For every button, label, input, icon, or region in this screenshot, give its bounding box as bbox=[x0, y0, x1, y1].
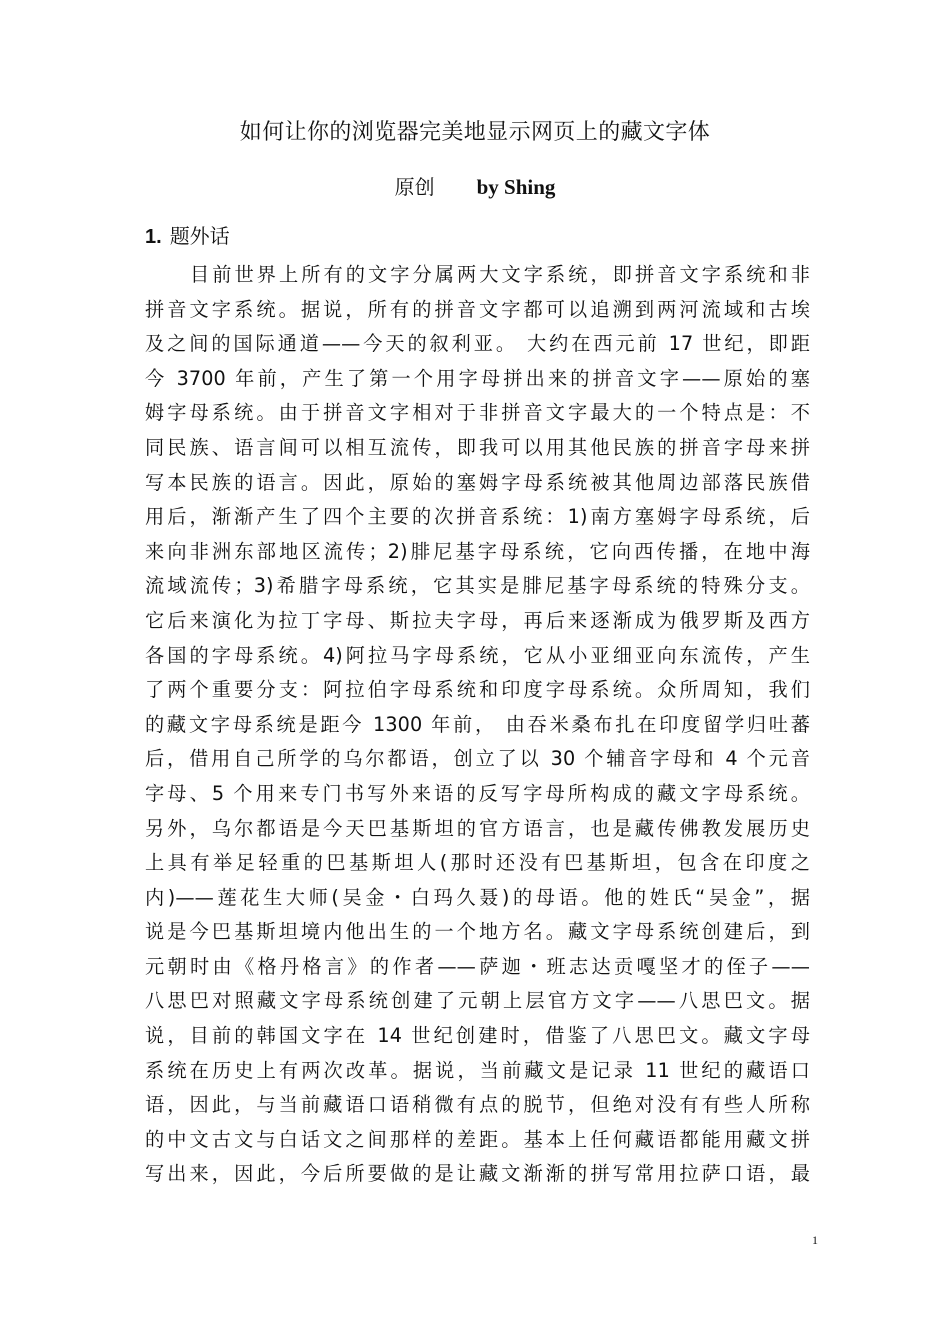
paragraph-line: 写本民族的语言。因此，原始的塞姆字母系统被其他周边部落民族借 bbox=[145, 470, 810, 494]
paragraph-line: 目前世界上所有的文字分属两大文字系统，即拼音文字系统和非 bbox=[190, 263, 810, 286]
paragraph-line: 八思巴对照藏文字母系统创建了元朝上层官方文字——八思巴文。据 bbox=[145, 989, 810, 1013]
paragraph-line: 今 3700 年前，产生了第一个用字母拼出来的拼音文字——原始的塞 bbox=[145, 366, 810, 390]
paragraph-line: 同民族、语言间可以相互流传，即我可以用其他民族的拼音字母来拼 bbox=[145, 435, 810, 459]
paragraph-line: 说，目前的韩国文字在 14 世纪创建时，借鉴了八思巴文。藏文字母 bbox=[145, 1024, 810, 1048]
section-title: 题外话 bbox=[169, 224, 230, 248]
body-paragraph bbox=[145, 258, 810, 1192]
page-number: 1 bbox=[812, 1233, 818, 1247]
byline-author: by Shing bbox=[476, 175, 556, 199]
paragraph-line: 元朝时由《格丹格言》的作者——萨迦・班志达贡嘎坚才的侄子—— bbox=[145, 954, 810, 978]
byline-label: 原创 bbox=[394, 175, 435, 199]
paragraph-line: 它后来演化为拉丁字母、斯拉夫字母，再后来逐渐成为俄罗斯及西方 bbox=[145, 608, 810, 632]
paragraph-line: 字母、5 个用来专门书写外来语的反写字母所构成的藏文字母系统。 bbox=[145, 781, 810, 805]
paragraph-line: 后，借用自己所学的乌尔都语，创立了以 30 个辅音字母和 4 个元音 bbox=[145, 747, 810, 771]
paragraph-line: 各国的字母系统。4)阿拉马字母系统，它从小亚细亚向东流传，产生 bbox=[145, 643, 810, 667]
paragraph-line: 来向非洲东部地区流传；2)腓尼基字母系统，它向西传播，在地中海 bbox=[145, 539, 810, 563]
document-title: 如何让你的浏览器完美地显示网页上的藏文字体 bbox=[239, 120, 711, 145]
paragraph-line: 系统在历史上有两次改革。据说，当前藏文是记录 11 世纪的藏语口 bbox=[145, 1058, 810, 1082]
section-number: 1. bbox=[145, 226, 162, 248]
paragraph-line: 内)——莲花生大师(吴金・白玛久聂)的母语。他的姓氏“吴金”，据 bbox=[145, 885, 810, 909]
section-heading bbox=[145, 219, 230, 254]
paragraph-line: 用后，渐渐产生了四个主要的次拼音系统：1)南方塞姆字母系统，后 bbox=[145, 505, 810, 529]
paragraph-line: 说是今巴基斯坦境内他出生的一个地方名。藏文字母系统创建后，到 bbox=[145, 920, 810, 944]
paragraph-line: 上具有举足轻重的巴基斯坦人(那时还没有巴基斯坦，包含在印度之 bbox=[145, 851, 810, 875]
paragraph-line: 的中文古文与白话文之间那样的差距。基本上任何藏语都能用藏文拼 bbox=[145, 1127, 810, 1151]
paragraph-line: 流域流传；3)希腊字母系统，它其实是腓尼基字母系统的特殊分支。 bbox=[145, 574, 810, 598]
byline bbox=[0, 170, 950, 204]
paragraph-line: 拼音文字系统。据说，所有的拼音文字都可以追溯到两河流域和古埃 bbox=[145, 297, 810, 321]
paragraph-line: 另外，乌尔都语是今天巴基斯坦的官方语言，也是藏传佛教发展历史 bbox=[145, 816, 810, 840]
paragraph-line: 语，因此，与当前藏语口语稍微有点的脱节，但绝对没有有些人所称 bbox=[145, 1093, 810, 1117]
paragraph-line: 的藏文字母系统是距今 1300 年前， 由吞米桑布扎在印度留学归吐蕃 bbox=[145, 712, 810, 736]
paragraph-line: 姆字母系统。由于拼音文字相对于非拼音文字最大的一个特点是：不 bbox=[145, 401, 810, 425]
paragraph-line: 写出来，因此，今后所要做的是让藏文渐渐的拼写常用拉萨口语，最 bbox=[145, 1162, 810, 1186]
paragraph-line: 了两个重要分支：阿拉伯字母系统和印度字母系统。众所周知，我们 bbox=[145, 678, 810, 702]
paragraph-line: 及之间的国际通道——今天的叙利亚。 大约在西元前 17 世纪，即距 bbox=[145, 332, 810, 356]
